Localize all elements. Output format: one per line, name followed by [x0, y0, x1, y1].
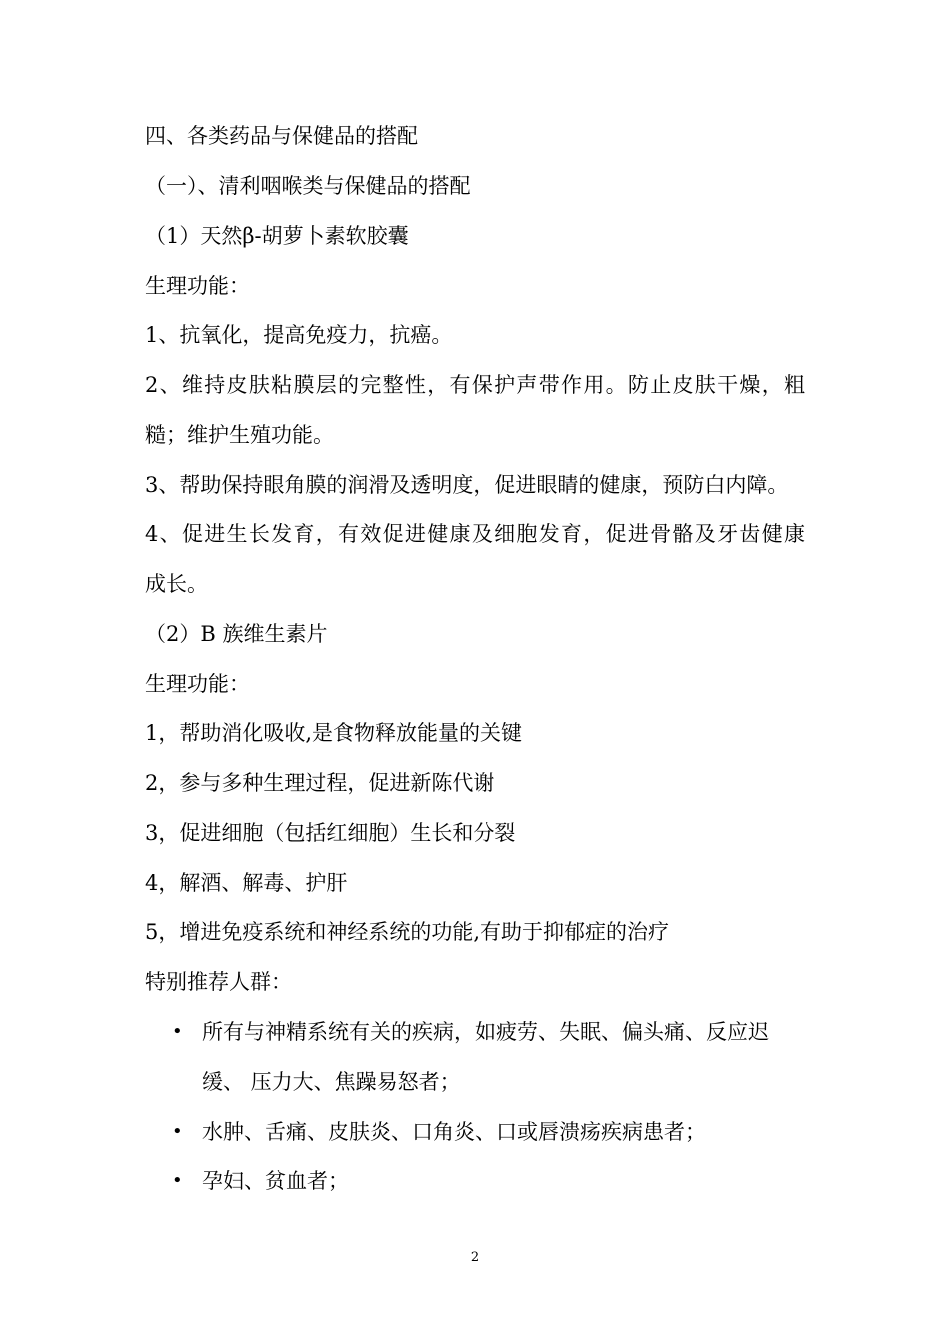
function-item: 1、抗氧化，提高免疫力，抗癌。	[145, 323, 453, 347]
function-item: 3，促进细胞（包括红细胞）生长和分裂	[145, 821, 516, 845]
bullet-icon: •	[172, 1121, 183, 1142]
function-item: 2，参与多种生理过程，促进新陈代谢	[145, 771, 495, 795]
product-title: （1）天然β-胡萝卜素软胶囊	[145, 224, 409, 248]
function-item-continuation: 糙；维护生殖功能。	[145, 423, 334, 447]
bullet-item-continuation: 缓、 压力大、焦躁易怒者；	[202, 1070, 461, 1094]
function-label: 生理功能：	[145, 672, 250, 696]
function-item: 2、维持皮肤粘膜层的完整性，有保护声带作用。防止皮肤干燥，粗	[145, 373, 805, 397]
function-item: 4，解酒、解毒、护肝	[145, 871, 348, 895]
function-item: 3、帮助保持眼角膜的润滑及透明度，促进眼睛的健康，预防白内障。	[145, 473, 789, 497]
bullet-icon: •	[172, 1021, 183, 1042]
bullet-item: 水肿、舌痛、皮肤炎、口角炎、口或唇溃疡疾病患者；	[202, 1120, 706, 1144]
product-title: （2）B 族维生素片	[145, 622, 328, 646]
subsection-heading: （一）、清利咽喉类与保健品的搭配	[145, 174, 471, 198]
bullet-icon: •	[172, 1170, 183, 1191]
recommend-label: 特别推荐人群：	[145, 970, 292, 994]
bullet-item: 孕妇、贫血者；	[202, 1169, 349, 1193]
function-item: 5，增进免疫系统和神经系统的功能,有助于抑郁症的治疗	[145, 920, 670, 944]
function-item: 4、促进生长发育，有效促进健康及细胞发育，促进骨骼及牙齿健康	[145, 522, 805, 546]
function-item-continuation: 成长。	[145, 572, 208, 596]
bullet-item: 所有与神精系统有关的疾病，如疲劳、失眠、偏头痛、反应迟	[202, 1020, 769, 1044]
function-label: 生理功能：	[145, 274, 250, 298]
page-number: 2	[470, 1250, 480, 1265]
function-item: 1，帮助消化吸收,是食物释放能量的关键	[145, 721, 523, 745]
section-heading: 四、各类药品与保健品的搭配	[145, 124, 418, 148]
